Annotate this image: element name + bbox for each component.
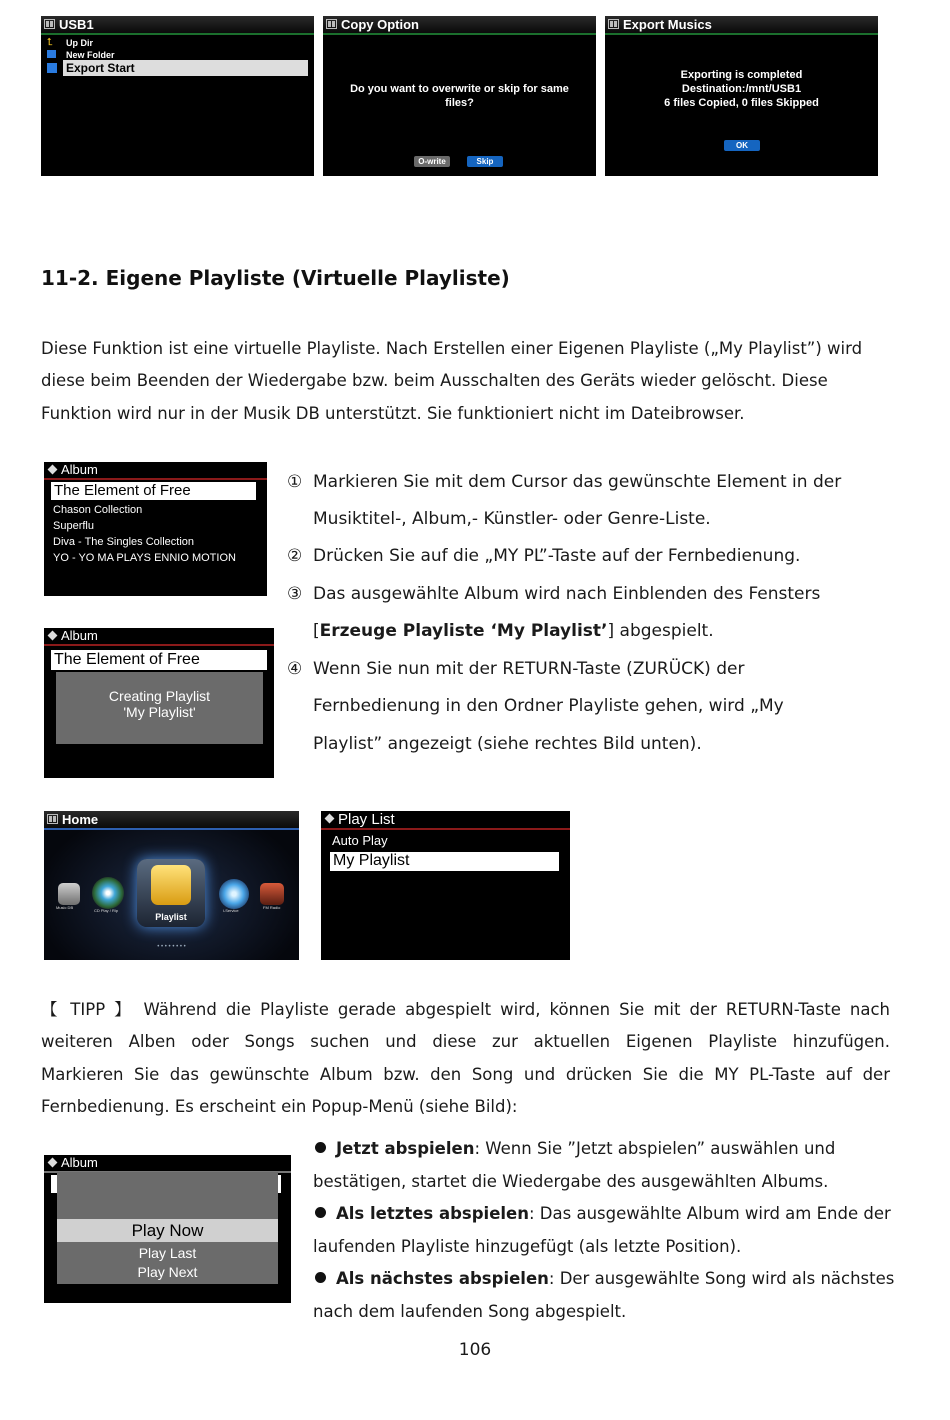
- playlist-tile[interactable]: [137, 859, 205, 927]
- copy-option-screen: [323, 16, 596, 176]
- tip-line-4: Fernbedienung. Es erscheint ein Popup-Menü (siehe Bild):: [41, 1097, 518, 1116]
- album-item-label: The Element of Free: [54, 482, 191, 499]
- fm-radio-label: FM Radio: [263, 905, 281, 910]
- album-title-bar: [44, 1155, 291, 1173]
- option-play-last[interactable]: Play Last: [138, 1245, 197, 1261]
- copy-message-line1: Do you want to overwrite or skip for same: [350, 83, 569, 95]
- step-4-line-a: [287, 651, 887, 688]
- album-item-selected[interactable]: [51, 482, 256, 500]
- page-dots: • • • • • • • •: [157, 944, 186, 950]
- step-3-bold: Erzeuge Playliste ‘My Playlist’: [319, 621, 608, 641]
- tip-line-1: 【 TIPP 】 Während die Playliste gerade abgespielt wird, können Sie mit der RETURN-Taste nach: [41, 1000, 890, 1019]
- bullet-dot: [315, 1272, 326, 1283]
- menu-item-export-start[interactable]: [63, 60, 308, 76]
- playlist-item-auto-play[interactable]: Auto Play: [332, 833, 388, 848]
- playlist-title: Play List: [338, 811, 395, 828]
- cd-play-icon[interactable]: [92, 877, 124, 909]
- ok-button[interactable]: OK: [724, 140, 760, 151]
- step-3-line-b: [313, 613, 913, 650]
- album-item-label: The Element of Free: [54, 651, 200, 668]
- step-1-line-a: [287, 464, 887, 501]
- album-title: Album: [61, 462, 98, 477]
- menu-item-up-dir[interactable]: Up Dir: [66, 38, 93, 48]
- skip-button[interactable]: Skip: [467, 156, 503, 167]
- step-2-text: Drücken Sie auf die „MY PL”-Taste auf der Fernbedienung.: [313, 546, 801, 566]
- step-4-text-a: Wenn Sie nun mit der RETURN-Taste (ZURÜCK) der: [313, 659, 745, 679]
- play-list-screen: [321, 811, 570, 960]
- export-title-bar: [605, 16, 878, 35]
- usb-export-screen: [41, 16, 314, 176]
- bullet-1-bold: Jetzt abspielen: [336, 1139, 475, 1158]
- i-service-icon[interactable]: [219, 879, 249, 909]
- bullet-1-line-a: [315, 1133, 915, 1166]
- playlist-tile-label: Playlist: [155, 912, 187, 922]
- export-line2: Destination:/mnt/USB1: [681, 83, 802, 95]
- usb-title-bar: [41, 16, 314, 35]
- bullet-3-line-b: nach dem laufenden Song abgespielt.: [313, 1302, 627, 1321]
- diamond-icon: [48, 1158, 58, 1168]
- album-title-bar: [44, 628, 274, 646]
- step-3-text-a: Das ausgewählte Album wird nach Einblenden des Fensters: [313, 584, 821, 604]
- step-3-number: ③: [287, 584, 303, 604]
- bullet-2-line-a: [315, 1198, 915, 1231]
- export-line1: Exporting is completed: [680, 69, 803, 81]
- bullet-3-rest: : Der ausgewählte Song wird als nächstes: [548, 1269, 895, 1288]
- bullet-3-bold: Als nächstes abspielen: [336, 1269, 549, 1288]
- export-line3: 6 files Copied, 0 files Skipped: [664, 97, 819, 109]
- album-title: Album: [61, 628, 98, 643]
- step-3-rest: ] abgespielt.: [607, 621, 714, 641]
- folder-grid-icon: [608, 19, 619, 29]
- page-number: 106: [458, 1340, 492, 1360]
- step-4-number: ④: [287, 659, 303, 679]
- bullet-2-rest: : Das ausgewählte Album wird am Ende der: [529, 1204, 891, 1223]
- option-play-now-label: Play Now: [131, 1221, 204, 1240]
- step-1-text-a: Markieren Sie mit dem Cursor das gewünschte Element in der: [313, 472, 842, 492]
- menu-item-new-folder[interactable]: New Folder: [66, 50, 115, 60]
- step-1-line-b: Musiktitel-, Album,- Künstler- oder Genre-Liste.: [313, 509, 711, 529]
- album-title-bar: [44, 462, 267, 480]
- play-options-popup: [57, 1172, 278, 1284]
- tip-line-2: weiteren Alben oder Songs suchen und diese zur aktuellen Eigenen Playliste hinzufügen.: [41, 1032, 890, 1051]
- music-db-label: Music DB: [56, 905, 74, 910]
- bullet-2-bold: Als letztes abspielen: [336, 1204, 529, 1223]
- album-item-selected[interactable]: [51, 650, 267, 670]
- diamond-icon: [48, 465, 58, 475]
- export-musics-screen: [605, 16, 878, 176]
- creating-playlist-popup: [56, 672, 263, 744]
- bullet-dot: [315, 1142, 326, 1153]
- overwrite-button[interactable]: O-write: [414, 156, 450, 167]
- album-item[interactable]: Diva - The Singles Collection: [53, 536, 195, 548]
- intro-line-1: Diese Funktion ist eine virtuelle Playliste. Nach Erstellen einer Eigenen Playliste („My Playlist”) wird: [41, 339, 863, 358]
- bullet-2-line-b: laufenden Playliste hinzugefügt (als letzte Position).: [313, 1237, 742, 1256]
- copy-message-line2: files?: [445, 97, 474, 109]
- folder-grid-icon: [44, 19, 55, 29]
- bullet-1-line-b: bestätigen, startet die Wiedergabe des ausgewählten Albums.: [313, 1172, 829, 1191]
- up-dir-icon: ⮤: [47, 37, 53, 48]
- music-db-icon[interactable]: [58, 883, 80, 905]
- usb-title: USB1: [59, 17, 94, 32]
- playlist-item-label: My Playlist: [333, 852, 410, 869]
- album-title: Album: [61, 1155, 98, 1170]
- intro-line-2: diese beim Beenden der Wiedergabe bzw. beim Ausschalten des Geräts wieder gelöscht. Diese: [41, 371, 828, 390]
- bullet-1-rest: : Wenn Sie ”Jetzt abspielen” auswählen und: [474, 1139, 836, 1158]
- album-item[interactable]: YO - YO MA PLAYS ENNIO MOTION: [53, 552, 236, 564]
- popup-line1: Creating Playlist: [108, 688, 211, 704]
- intro-line-3: Funktion wird nur in der Musik DB unterstützt. Sie funktioniert nicht im Dateibrowser.: [41, 404, 745, 423]
- home-screen: [44, 811, 299, 960]
- copy-title: Copy Option: [341, 17, 419, 32]
- tip-line-3: Markieren Sie das gewünschte Album bzw. den Song und drücken Sie die MY PL-Taste auf der: [41, 1065, 890, 1084]
- step-3-line-a: [287, 576, 887, 613]
- bullet-3-line-a: [315, 1263, 915, 1296]
- export-start-label: Export Start: [66, 61, 135, 75]
- export-icon: [47, 63, 57, 73]
- cd-play-label: CD Play / Rip: [94, 908, 119, 913]
- option-play-now[interactable]: [57, 1219, 278, 1242]
- folder-grid-icon: [47, 814, 58, 824]
- step-4-line-c: Playlist” angezeigt (siehe rechtes Bild unten).: [313, 734, 702, 754]
- album-item[interactable]: Superflu: [53, 520, 94, 532]
- step-1-number: ①: [287, 472, 303, 492]
- diamond-icon: [325, 814, 335, 824]
- diamond-icon: [48, 631, 58, 641]
- export-title: Export Musics: [623, 17, 712, 32]
- option-play-next[interactable]: Play Next: [137, 1264, 198, 1280]
- creating-playlist-screen: [44, 628, 274, 778]
- album-list-screen: [44, 462, 267, 596]
- step-2-number: ②: [287, 546, 303, 566]
- section-heading: 11-2. Eigene Playliste (Virtuelle Playliste): [41, 266, 510, 290]
- album-item[interactable]: Chason Collection: [53, 504, 143, 516]
- popup-line2: 'My Playlist': [123, 704, 196, 720]
- playlist-item-selected[interactable]: [330, 852, 559, 871]
- step-3-bracket-open: [: [313, 621, 320, 641]
- new-folder-icon: [47, 50, 56, 58]
- step-4-line-b: Fernbedienung in den Ordner Playliste gehen, wird „My: [313, 696, 784, 716]
- step-2-line: [287, 538, 887, 575]
- play-options-screen: [44, 1155, 291, 1303]
- home-title-bar: [44, 811, 299, 830]
- playlist-title-bar: [321, 811, 570, 830]
- copy-title-bar: [323, 16, 596, 35]
- bullet-dot: [315, 1207, 326, 1218]
- folder-grid-icon: [326, 19, 337, 29]
- home-title: Home: [62, 812, 99, 827]
- playlist-icon: [151, 865, 191, 905]
- fm-radio-icon[interactable]: [260, 883, 284, 905]
- i-service-label: i-Service: [223, 908, 239, 913]
